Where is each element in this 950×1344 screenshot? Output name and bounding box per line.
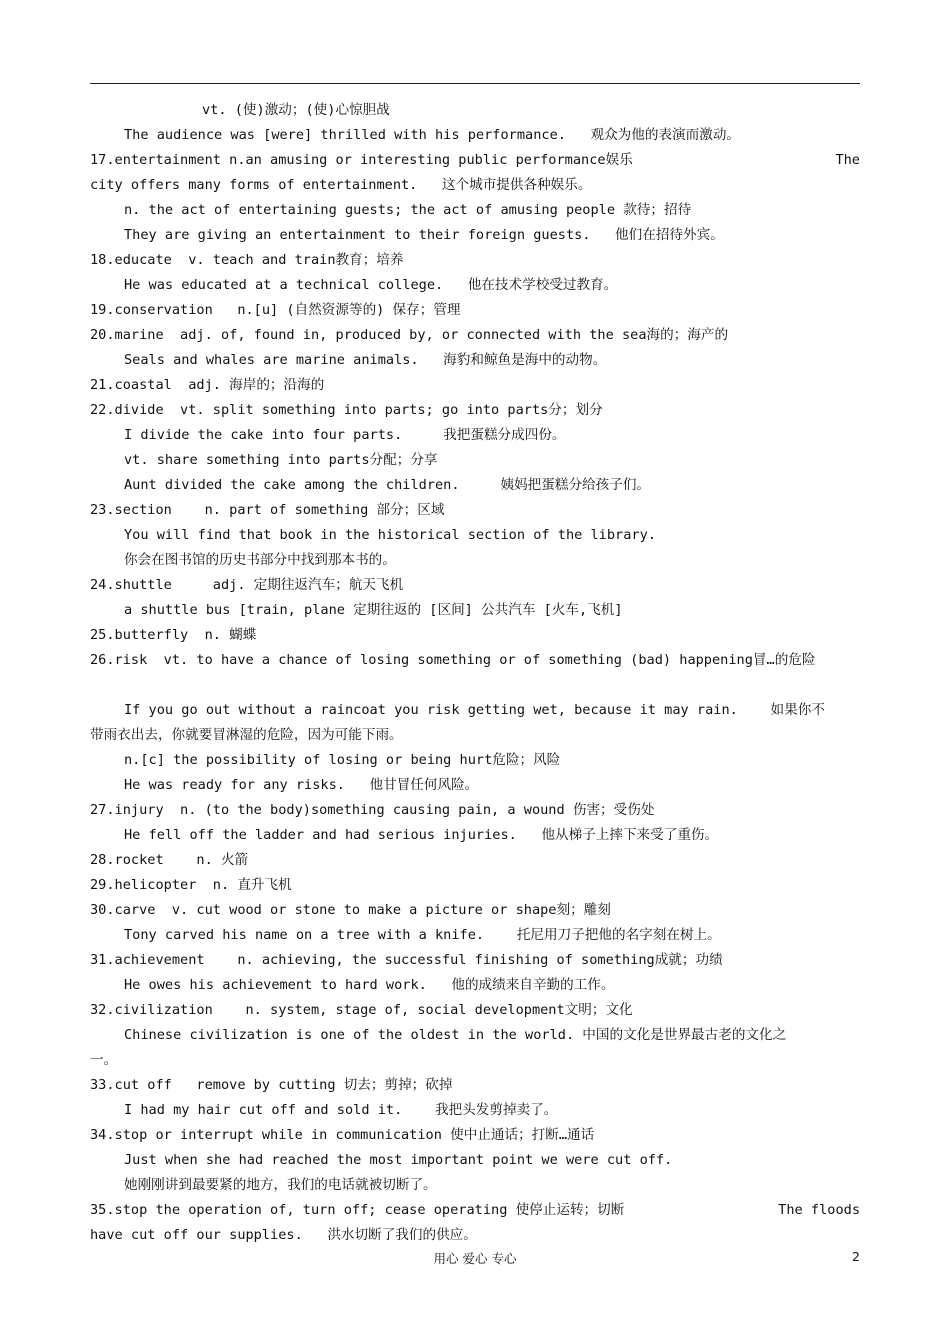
text-line: Just when she had reached the most important point we were cut off. [124,1152,673,1168]
text-line: 31.achievement n. achieving, the successful finishing of something成就；功绩 [90,952,723,968]
blank-line [90,673,860,698]
text-line: I had my hair cut off and sold it. 我把头发剪掉卖了。 [124,1102,558,1118]
text-line: Aunt divided the cake among the children. 姨妈把蛋糕分给孩子们。 [124,477,651,493]
text-line: 33.cut off remove by cutting 切去；剪掉；砍掉 [90,1077,453,1093]
text-line: 23.section n. part of something 部分；区域 [90,502,445,518]
entry-text: 17.entertainment n.an amusing or interesting public performance娱乐 [90,152,633,168]
text-line: Seals and whales are marine animals. 海豹和鲸鱼是海中的动物。 [124,352,607,368]
text-line: 30.carve v. cut wood or stone to make a picture or shape刻；雕刻 [90,902,611,918]
text-line [90,148,860,173]
text-line: He fell off the ladder and had serious injuries. 他从梯子上摔下来受了重伤。 [124,827,719,843]
text-line: The audience was [were] thrilled with his performance. 观众为他的表演而激动。 [124,127,741,143]
text-line: n. the act of entertaining guests; the act of amusing people 款待；招待 [124,202,692,218]
text-line: 25.butterfly n. 蝴蝶 [90,627,257,643]
text-line: 一。 [90,1052,118,1068]
text-line: They are giving an entertainment to their foreign guests. 他们在招待外宾。 [124,227,724,243]
text-line: 22.divide vt. split something into parts; go into parts分；划分 [90,402,603,418]
text-line: 24.shuttle adj. 定期往返汽车；航天飞机 [90,577,404,593]
entry-text: The floods [778,1202,860,1218]
text-line: 19.conservation n.[u] (自然资源等的) 保存；管理 [90,302,461,318]
text-line: 34.stop or interrupt while in communication 使中止通话；打断…通话 [90,1127,595,1143]
text-line: He was educated at a technical college. 他在技术学校受过教育。 [124,277,618,293]
text-line: have cut off our supplies. 洪水切断了我们的供应。 [90,1227,477,1243]
text-line: Tony carved his name on a tree with a knife. 托尼用刀子把他的名字刻在树上。 [124,927,721,943]
text-line: 18.educate v. teach and train教育；培养 [90,252,404,268]
text-line: 带雨衣出去，你就要冒淋湿的危险，因为可能下雨。 [90,727,403,743]
text-line: 26.risk vt. to have a chance of losing something or of something (bad) happening冒…的危险 [90,652,816,668]
text-line: 29.helicopter n. 直升飞机 [90,877,292,893]
text-line: a shuttle bus [train, plane 定期往返的 [区间] 公共汽车 [火车,飞机] [124,602,623,618]
document-body [90,98,860,1248]
entry-text: 35.stop the operation of, turn off; cease operating 使停止运转；切断 [90,1202,625,1218]
text-line: 27.injury n. (to the body)something causing pain, a wound 伤害；受伤处 [90,802,655,818]
text-line: 她刚刚讲到最要紧的地方，我们的电话就被切断了。 [124,1177,437,1193]
text-line: 32.civilization n. system, stage of, social development文明；文化 [90,1002,633,1018]
text-line: I divide the cake into four parts. 我把蛋糕分成四份。 [124,427,566,443]
page-number: 2 [852,1249,860,1264]
text-line: n.[c] the possibility of losing or being hurt危险；风险 [124,752,561,768]
footer-motto: 用心 爱心 专心 [433,1251,517,1266]
text-line: Chinese civilization is one of the oldest in the world. 中国的文化是世界最古老的文化之 [124,1027,787,1043]
text-line: 你会在图书馆的历史书部分中找到那本书的。 [124,552,396,568]
text-line: 21.coastal adj. 海岸的；沿海的 [90,377,325,393]
text-line: 20.marine adj. of, found in, produced by, or connected with the sea海的；海产的 [90,327,729,343]
header-rule [90,83,860,84]
text-line: He owes his achievement to hard work. 他的成绩来自辛勤的工作。 [124,977,615,993]
text-line: You will find that book in the historical section of the library. [124,527,656,543]
entry-text: The [835,152,860,168]
text-line: He was ready for any risks. 他甘冒任何风险。 [124,777,479,793]
text-line: vt. (使)激动；(使)心惊胆战 [202,102,390,118]
text-line: 28.rocket n. 火箭 [90,852,249,868]
text-line: city offers many forms of entertainment. 这个城市提供各种娱乐。 [90,177,592,193]
text-line: vt. share something into parts分配；分享 [124,452,438,468]
text-line [90,1198,860,1223]
text-line: If you go out without a raincoat you risk getting wet, because it may rain. 如果你不 [124,702,825,718]
